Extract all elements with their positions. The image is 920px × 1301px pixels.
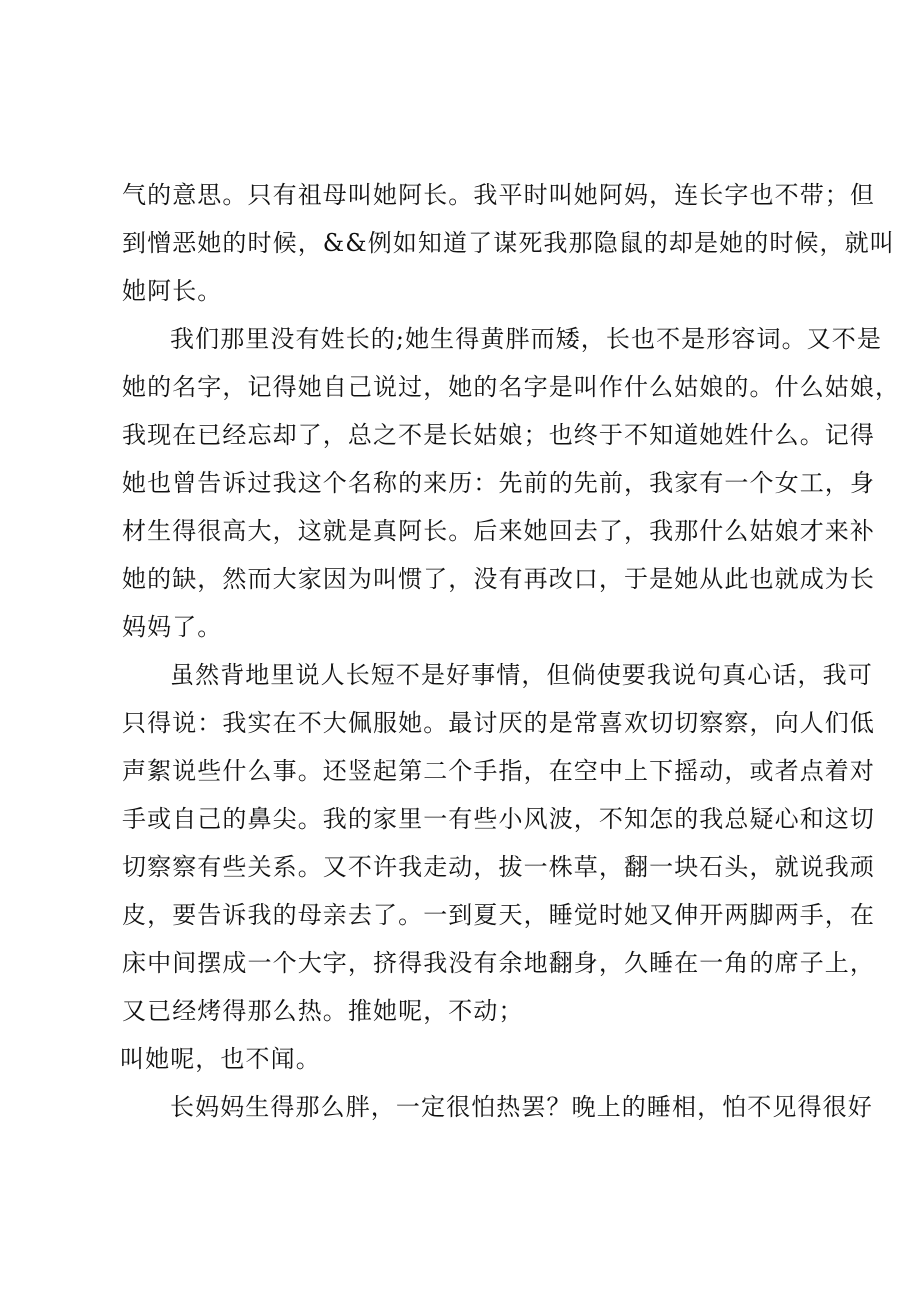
paragraph-3-line-2: 只得说：我实在不大佩服她。最讨厌的是常喜欢切切察察，向人们低 — [122, 709, 875, 737]
paragraph-3-line-3: 声絮说些什么事。还竖起第二个手指，在空中上下摇动，或者点着对 — [122, 757, 875, 785]
paragraph-3-line-6: 皮，要告诉我的母亲去了。一到夏天，睡觉时她又伸开两脚两手，在 — [122, 901, 875, 929]
text-line-3: 她阿长。 — [122, 277, 223, 305]
paragraph-2-line-7: 妈妈了。 — [122, 613, 223, 641]
paragraph-3-line-1: 虽然背地里说人长短不是好事情，但倘使要我说句真心话，我可 — [170, 661, 873, 689]
paragraph-2-line-3: 我现在已经忘却了，总之不是长姑娘；也终于不知道她姓什么。记得 — [122, 421, 875, 449]
paragraph-2-line-5: 材生得很高大，这就是真阿长。后来她回去了，我那什么姑娘才来补 — [122, 517, 875, 545]
paragraph-2-line-4: 她也曾告诉过我这个名称的来历：先前的先前，我家有一个女工，身 — [122, 469, 875, 497]
text-line-1: 气的意思。只有祖母叫她阿长。我平时叫她阿妈，连长字也不带；但 — [122, 181, 875, 209]
paragraph-3-continuation: 叫她呢，也不闻。 — [120, 1045, 321, 1073]
paragraph-3-line-8: 又已经烤得那么热。推她呢，不动； — [122, 997, 524, 1025]
paragraph-2-line-2: 她的名字，记得她自己说过，她的名字是叫作什么姑娘的。什么姑娘， — [122, 373, 901, 401]
paragraph-4-line-1: 长妈妈生得那么胖，一定很怕热罢？晚上的睡相，怕不见得很好 — [170, 1093, 873, 1121]
paragraph-3-line-4: 手或自己的鼻尖。我的家里一有些小风波，不知怎的我总疑心和这切 — [122, 805, 875, 833]
paragraph-2-line-1: 我们那里没有姓长的;她生得黄胖而矮，长也不是形容词。又不是 — [170, 325, 882, 353]
paragraph-3-line-5: 切察察有些关系。又不许我走动，拔一株草，翻一块石头，就说我顽 — [122, 853, 875, 881]
text-line-2: 到憎恶她的时候，&&例如知道了谋死我那隐鼠的却是她的时候，就叫 — [122, 229, 895, 257]
paragraph-2-line-6: 她的缺，然而大家因为叫惯了，没有再改口，于是她从此也就成为长 — [122, 565, 875, 593]
paragraph-3-line-7: 床中间摆成一个大字，挤得我没有余地翻身，久睡在一角的席子上， — [122, 949, 875, 977]
